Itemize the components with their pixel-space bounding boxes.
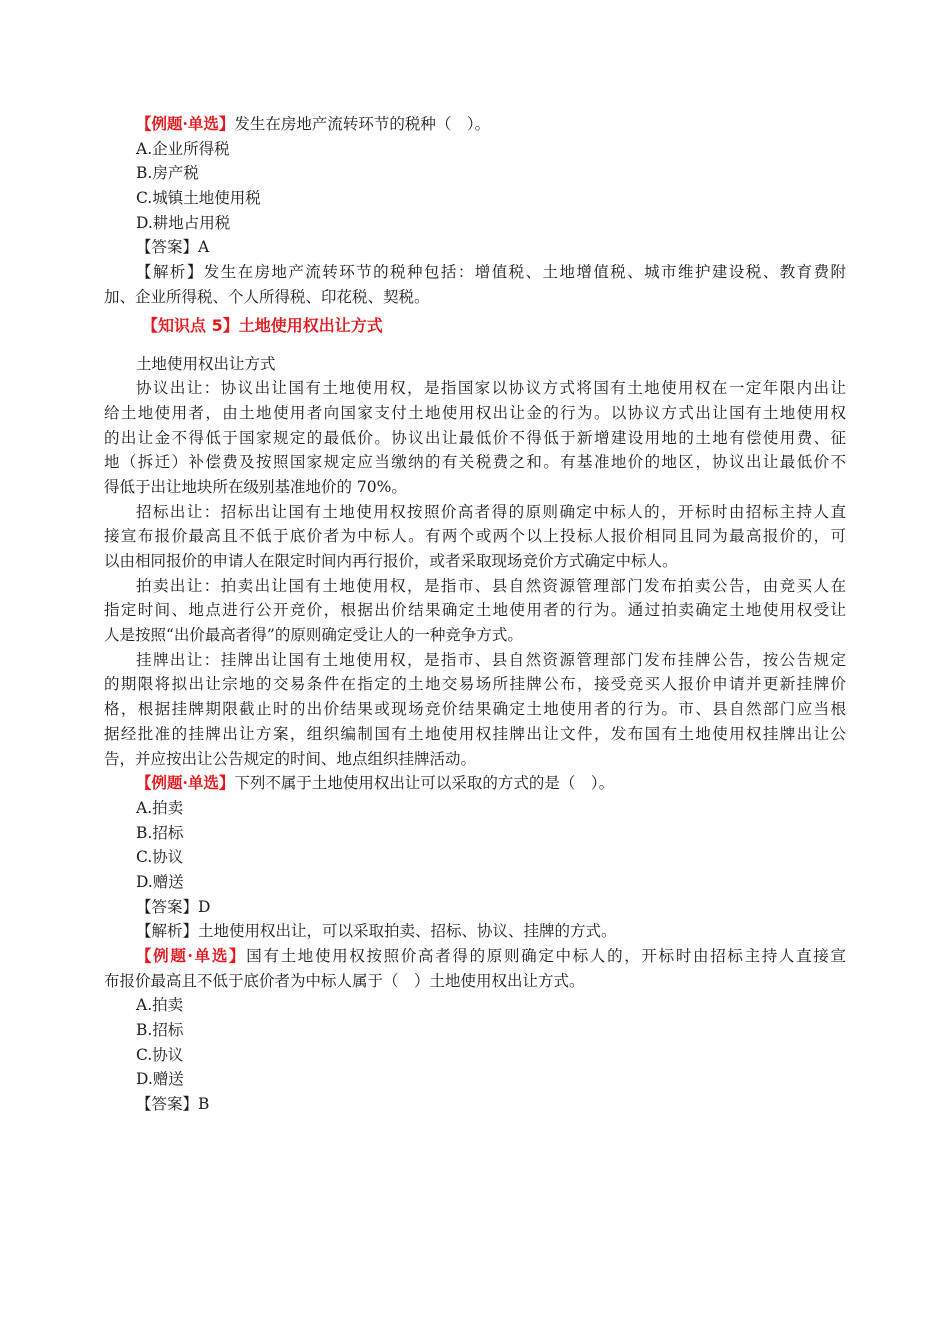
paragraph-line: 以由相同报价的申请人在限定时间内再行报价，或者采取现场竞价方式确定中标人。 [104, 552, 678, 570]
option-d: D.耕地占用税 [136, 213, 231, 232]
question-2-stem [104, 771, 846, 796]
question-1-stem [104, 112, 846, 137]
answer: 【答案】B [136, 1095, 210, 1114]
option-b: B.招标 [136, 823, 184, 842]
question-text-cont: 布报价最高且不低于底价者为中标人属于（ ）土地使用权出让方式。 [104, 971, 585, 990]
option-a: A.拍卖 [136, 996, 184, 1015]
section-subtitle: 土地使用权出让方式 [136, 354, 276, 373]
paragraph-line: 告，并应按出让公告规定的时间、地点组织挂牌活动。 [104, 749, 477, 768]
option-b: B.房产税 [136, 164, 199, 183]
paragraph-line: 协议出让：协议出让国有土地使用权，是指国家以协议方式将国有土地使用权在一定年限内出让 [136, 379, 846, 398]
option-c: C.协议 [136, 848, 184, 867]
paragraph-line: 人是按照“出价最高者得”的原则确定受让人的一种竞争方式。 [104, 626, 523, 645]
question-tag: 【例题·单选】 [136, 946, 247, 965]
paragraph-line: 地（拆迁）补偿费及按照国家规定应当缴纳的有关税费之和。有基准地价的地区，协议出让最低价不 [104, 453, 846, 472]
option-a: A.企业所得税 [136, 139, 230, 158]
option-c: C.城镇土地使用税 [136, 189, 261, 208]
answer: 【答案】D [136, 897, 211, 916]
document-page [104, 112, 846, 1117]
analysis: 【解析】土地使用权出让，可以采取拍卖、招标、协议、挂牌的方式。 [136, 922, 617, 941]
question-text: 发生在房地产流转环节的税种（ ）。 [234, 115, 491, 133]
option-b: B.招标 [136, 1021, 184, 1040]
question-text: 国有土地使用权按照价高者得的原则确定中标人的，开标时由招标主持人直接宣 [246, 947, 846, 965]
paragraph-line: 的期限将拟出让宗地的交易条件在指定的土地交易场所挂牌公布，接受竞买人报价申请并更新挂牌价 [104, 675, 846, 694]
paragraph-line: 指定时间、地点进行公开竞价，根据出价结果确定土地使用者的行为。通过拍卖确定土地使用权受让 [104, 601, 846, 620]
answer: 【答案】A [136, 238, 210, 257]
analysis-line: 【解析】发生在房地产流转环节的税种包括：增值税、土地增值税、城市维护建设税、教育费附 [136, 263, 846, 282]
paragraph-line: 给土地使用者，由土地使用者向国家支付土地使用权出让金的行为。以协议方式出让国有土地使用权 [104, 403, 846, 422]
paragraph-line: 格，根据挂牌期限截止时的出价结果或现场竞价结果确定土地使用者的行为。市、县自然部门应当根 [104, 700, 846, 719]
paragraph-line: 据经批准的挂牌出让方案，组织编制国有土地使用权挂牌出让文件，发布国有土地使用权挂牌出让公 [104, 724, 846, 743]
question-tag: 【例题·单选】 [136, 773, 235, 793]
paragraph-line: 招标出让：招标出让国有土地使用权按照价高者得的原则确定中标人的，开标时由招标主持人直 [136, 502, 846, 521]
analysis-line: 加、企业所得税、个人所得税、印花税、契税。 [104, 287, 430, 306]
question-tag: 【例题·单选】 [136, 114, 235, 133]
option-c: C.协议 [136, 1045, 184, 1064]
question-text: 下列不属于土地使用权出让可以采取的方式的是（ ）。 [234, 774, 615, 793]
paragraph-line: 拍卖出让：拍卖出让国有土地使用权，是指市、县自然资源管理部门发布拍卖公告，由竞买人在 [136, 576, 846, 595]
section-heading: 【知识点 5】土地使用权出让方式 [142, 315, 383, 335]
paragraph-line: 的出让金不得低于国家规定的最低价。协议出让最低价不得低于新增建设用地的土地有偿使用费、征 [104, 428, 846, 447]
option-d: D.赠送 [136, 1070, 184, 1089]
paragraph-line: 得低于出让地块所在级别基准地价的 70%。 [104, 477, 407, 496]
option-d: D.赠送 [136, 872, 184, 891]
paragraph-line: 挂牌出让：挂牌出让国有土地使用权，是指市、县自然资源管理部门发布挂牌公告，按公告规定 [136, 650, 846, 669]
option-a: A.拍卖 [136, 798, 184, 817]
question-3-stem [104, 944, 846, 969]
paragraph-line: 接宣布报价最高且不低于底价者为中标人。有两个或两个以上投标人报价相同且同为最高报价的，可 [104, 527, 846, 546]
